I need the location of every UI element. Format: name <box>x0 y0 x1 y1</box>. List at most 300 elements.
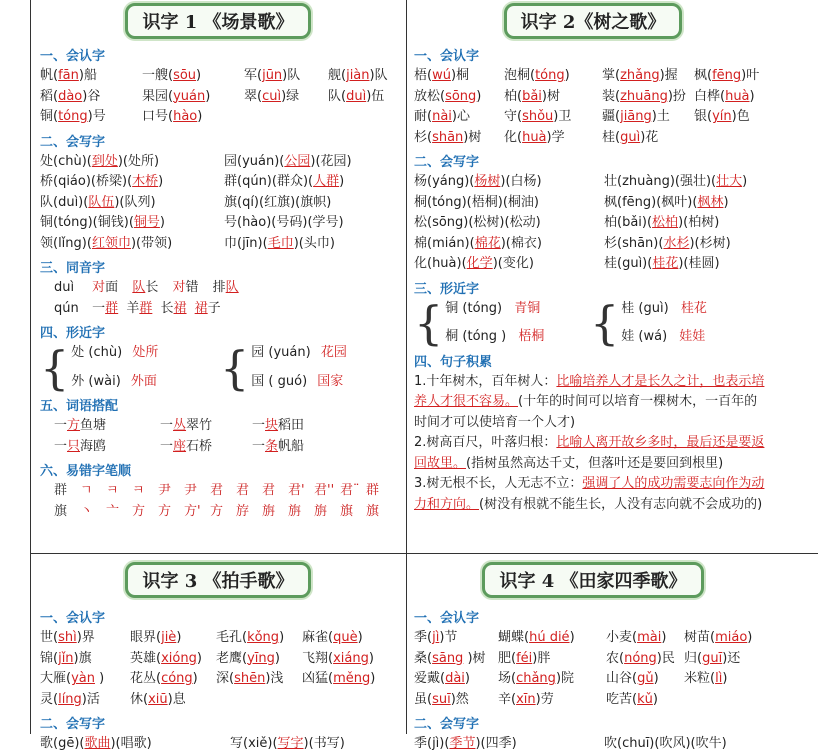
entry-text: 一 <box>160 438 174 454</box>
entry-cell <box>302 628 392 649</box>
entry-cell <box>54 437 160 458</box>
entry-text: 一艘( <box>142 68 174 83</box>
answer-text: hào <box>173 109 198 124</box>
entry-text: )(柏树) <box>678 215 720 230</box>
answer-text: huà <box>725 88 750 104</box>
stroke-step: 君 <box>210 483 224 498</box>
stroke-step: ㄱ <box>80 483 93 498</box>
entry-text: 鱼塘 <box>80 418 107 433</box>
sentence-note: (指树虽然高达千丈，但落叶还是要回到根里) <box>466 455 724 471</box>
entry-cell <box>684 628 770 649</box>
answer-text: 块 <box>265 418 279 433</box>
entry-text: ) <box>368 650 374 666</box>
entry-text: )节 <box>439 630 458 645</box>
write-chars-list <box>40 734 402 755</box>
entry-text: 口号( <box>142 109 174 124</box>
entry-text: 桥(qiáo)(桥梁)( <box>40 174 133 189</box>
divider-horizontal <box>30 553 818 554</box>
answer-text: guī <box>702 650 723 666</box>
entry-text: 眼界( <box>130 630 162 645</box>
entry-text: )号 <box>87 109 106 124</box>
answer-text: xiū <box>148 691 168 707</box>
entry-text: 辛( <box>498 691 517 707</box>
entry-text: ) <box>357 630 363 645</box>
entry-text: 帆船 <box>278 438 305 454</box>
entry-text: 化(huà)( <box>414 256 467 271</box>
entry-text: 号(hào)(号码)(学号) <box>224 215 344 230</box>
entry-text: )(桂圆) <box>678 256 720 271</box>
entry-cell <box>40 669 130 690</box>
section-heading: 三、形近字 <box>414 281 480 297</box>
entry-text: )(唱歌) <box>110 736 152 751</box>
entry-text: 旗(qí)(红旗)(旗帜) <box>224 194 332 210</box>
entry-text: )扮 <box>667 88 686 104</box>
entry-cell <box>498 669 606 690</box>
answer-text: jūn <box>262 68 283 83</box>
entry-text: ) <box>661 630 667 645</box>
entry-text: 棉(mián)( <box>414 235 475 251</box>
answer-text: shǒu <box>522 109 554 124</box>
stroke-step: 丶 <box>80 503 94 519</box>
answer-text: shì <box>58 630 77 645</box>
answer-text: xīn <box>516 691 536 707</box>
entry-text: 树苗( <box>684 630 716 645</box>
entry-text: 大雁( <box>40 671 72 686</box>
entry-text: 归( <box>684 650 703 666</box>
stroke-step: 君 <box>236 483 250 498</box>
stroke-step: 君'' <box>314 483 335 498</box>
entry-text: )队 <box>369 68 388 83</box>
entry-text: 英雄( <box>130 650 162 666</box>
entry-cell <box>414 128 504 149</box>
entry-text: 园(yuán)( <box>224 153 285 169</box>
entry-cell <box>224 193 404 214</box>
answer-text: 壮大 <box>716 174 743 189</box>
sentence-item <box>414 433 770 474</box>
entry-cell <box>244 87 328 108</box>
entry-text: )(白杨) <box>500 174 542 189</box>
entry-cell <box>224 172 404 193</box>
answer-text: 方 <box>67 418 81 433</box>
answer-text: 红领巾 <box>91 235 131 251</box>
entry-text: 桂( <box>602 129 621 145</box>
answer-text: měng <box>333 671 371 686</box>
entry-cell <box>414 734 604 755</box>
entry-cell <box>302 669 392 690</box>
answer-text: yín <box>712 109 732 124</box>
answer-text: tóng <box>58 109 88 124</box>
entry-row <box>414 628 776 649</box>
entry-text: )树 <box>541 88 560 104</box>
answer-text: zhǎng <box>620 68 660 83</box>
sentence-item <box>414 474 770 515</box>
recognize-chars-list <box>40 628 402 710</box>
write-chars-list <box>40 152 402 255</box>
sentence-meaning: 比喻培养人才是长久之计，也表示培养人才很不容易。 <box>414 373 765 409</box>
entry-cell <box>224 152 404 173</box>
answer-text: yuán <box>173 88 206 104</box>
answer-text: 到处 <box>91 153 118 169</box>
lesson-title: 识字 1 《场景歌》 <box>125 3 310 39</box>
lesson-title: 识字 4 《田家四季歌》 <box>482 562 703 598</box>
section-heading: 四、形近字 <box>40 326 106 341</box>
entry-text: 爱戴( <box>414 671 446 686</box>
entry-row <box>40 690 402 711</box>
panel-lesson-1 <box>34 0 402 552</box>
entry-row <box>40 66 402 87</box>
entry-text: 翠竹 <box>186 418 213 433</box>
entry-cell <box>328 87 408 108</box>
entry-cell <box>498 649 606 670</box>
stroke-step: 旗 <box>366 503 380 519</box>
answer-text: shēn <box>234 671 266 686</box>
entry-text: ) <box>564 68 570 83</box>
sentence-note: (树没有根就不能生长，人没有志向就不会成功的) <box>479 496 763 512</box>
stroke-step: 君' <box>288 483 305 498</box>
sentence-item <box>414 372 770 434</box>
stroke-step: 尹 <box>184 483 198 498</box>
entry-text: 放松( <box>414 88 446 104</box>
answer-text: féi <box>516 650 533 666</box>
entry-cell <box>414 193 604 214</box>
answer-text: 只 <box>67 438 81 454</box>
entry-text: )(四季) <box>475 736 517 751</box>
answer-text: jǐn <box>58 650 74 666</box>
lesson-title: 识字 3 《拍手歌》 <box>125 562 310 598</box>
section-heading: 一、会认字 <box>40 49 106 64</box>
answer-text: kǔ <box>637 691 653 707</box>
entry-row <box>414 213 776 234</box>
entry-row <box>40 234 402 255</box>
entry-text: 耐( <box>414 109 433 124</box>
entry-cell <box>328 66 408 87</box>
entry-text: )活 <box>81 691 100 707</box>
entry-text: 深( <box>216 671 235 686</box>
entry-text: )队 <box>282 68 301 83</box>
entry-text: 凶猛( <box>302 671 334 686</box>
entry-cell <box>40 213 224 234</box>
entry-cell <box>40 87 142 108</box>
entry-text: 壮(zhuàng)(强壮)( <box>604 174 717 189</box>
answer-text: 木桥 <box>132 174 159 189</box>
answer-text: xiáng <box>333 650 369 666</box>
entry-text: 锦( <box>40 650 59 666</box>
answer-text: què <box>333 630 358 645</box>
entry-text: 领(lǐng)( <box>40 235 92 251</box>
entry-text: ) <box>569 630 575 645</box>
entry-text: ) <box>742 174 748 189</box>
homophone-row: qún 一群 羊群 长裙 裙子 <box>54 300 221 316</box>
stroke-step: 君¨ <box>340 483 360 498</box>
entry-text: 一 <box>54 438 68 454</box>
entry-cell <box>40 234 224 255</box>
entry-cell <box>142 87 244 108</box>
entry-text: 吹(chuī)(吹风)(吹牛) <box>604 736 727 751</box>
entry-cell <box>130 628 216 649</box>
entry-cell <box>130 669 216 690</box>
stroke-step: 旃 <box>262 503 276 519</box>
answer-text: nóng <box>624 650 657 666</box>
entry-text: 海鸥 <box>80 438 107 454</box>
entry-text: )伍 <box>366 88 385 104</box>
entry-cell <box>694 66 778 87</box>
entry-cell <box>684 669 770 690</box>
section-heading: 三、同音字 <box>40 261 106 276</box>
entry-cell <box>302 649 392 670</box>
entry-text: 石桥 <box>186 438 213 454</box>
entry-cell <box>414 66 504 87</box>
section-heading: 二、会写字 <box>414 155 480 170</box>
entry-row <box>40 628 402 649</box>
entry-row <box>414 734 776 755</box>
entry-cell <box>252 416 342 437</box>
entry-text: 群(qún)(群众)( <box>224 174 314 189</box>
entry-text: 柏( <box>504 88 523 104</box>
entry-text: )(头巾) <box>293 235 335 251</box>
entry-text: )土 <box>651 109 670 124</box>
answer-text: miáo <box>715 630 748 645</box>
stroke-step: 方 <box>158 503 172 519</box>
answer-text: 毛巾 <box>267 235 294 251</box>
entry-text: ) <box>749 88 755 104</box>
entry-cell <box>40 107 142 128</box>
entry-cell <box>130 649 216 670</box>
entry-row <box>414 254 776 275</box>
entry-text: )心 <box>451 109 470 124</box>
entry-text: )桐 <box>450 68 470 83</box>
stroke-step: 方' <box>184 503 201 519</box>
entry-row <box>414 107 776 128</box>
answer-text: 化学 <box>466 256 493 271</box>
entry-text: 桑( <box>414 650 433 666</box>
entry-cell <box>216 628 302 649</box>
answer-text: gǔ <box>637 671 654 686</box>
entry-cell <box>504 128 602 149</box>
answer-text: suī <box>432 691 451 707</box>
entry-text: )握 <box>659 68 678 83</box>
entry-row <box>414 193 776 214</box>
entry-cell <box>602 66 694 87</box>
entry-text: 铜(tóng)(铜钱)( <box>40 215 134 230</box>
entry-cell <box>504 87 602 108</box>
section-heading: 二、会写字 <box>414 717 480 732</box>
entry-text: 杨(yáng)( <box>414 174 475 189</box>
entry-cell <box>604 254 776 275</box>
answer-text: jiàn <box>346 68 370 83</box>
entry-cell <box>160 416 252 437</box>
entry-cell <box>224 213 404 234</box>
entry-cell <box>606 690 684 711</box>
entry-row <box>40 87 402 108</box>
entry-text: )卫 <box>553 109 572 124</box>
entry-cell <box>142 107 244 128</box>
entry-text: 灵( <box>40 691 59 707</box>
entry-cell <box>40 152 224 173</box>
entry-cell <box>40 66 142 87</box>
entry-text: 蝴蝶( <box>498 630 530 645</box>
entry-row <box>40 734 402 755</box>
answer-text: bǎi <box>522 88 542 104</box>
panel-lesson-3 <box>34 556 402 751</box>
entry-text: 吃苦( <box>606 691 638 707</box>
answer-text: guì <box>620 129 641 145</box>
entry-text: 稻( <box>40 88 59 104</box>
entry-row <box>414 669 776 690</box>
entry-cell <box>504 107 602 128</box>
answer-text: 枫林 <box>697 194 724 210</box>
write-chars-list <box>414 172 776 275</box>
entry-text: 白桦( <box>694 88 726 104</box>
entry-text: 小麦( <box>606 630 638 645</box>
entry-text: )息 <box>167 691 186 707</box>
entry-text: ) <box>205 88 211 104</box>
answer-text: 丛 <box>173 418 187 433</box>
section-heading: 六、易错字笔顺 <box>40 464 132 479</box>
entry-cell <box>414 172 604 193</box>
answer-text: hú dié <box>529 630 570 645</box>
entry-text: ) <box>464 671 470 686</box>
answer-text: dài <box>445 671 465 686</box>
stroke-step: 旗 <box>340 503 354 519</box>
entry-text: 一 <box>252 418 266 433</box>
entry-text: )树 <box>463 650 486 666</box>
entry-row <box>414 690 776 711</box>
similar-chars: { 铜 (tóng) 青铜 桐 (tóng ) 梧桐 { 桂 (guì) 桂花 娃 (wá) 娃娃 <box>414 296 707 350</box>
entry-text: ) <box>747 630 753 645</box>
stroke-order-row: 群 ㄱ ㅋ ㅋ 尹 尹 君 君 君 君' 君'' 君¨ 群 <box>40 481 402 502</box>
entry-text: )旗 <box>73 650 92 666</box>
stroke-order-row: 旗 丶 亠 方 方 方' 方 斿 旃 旃 旃 旗 旗 <box>40 502 402 523</box>
entry-cell <box>604 172 776 193</box>
entry-text: ) <box>279 630 285 645</box>
recognize-chars-list <box>40 66 402 128</box>
answer-text: 杨树 <box>474 174 501 189</box>
entry-cell <box>414 649 498 670</box>
answer-text: jiè <box>161 630 177 645</box>
entry-cell <box>40 172 224 193</box>
answer-text: tóng <box>535 68 565 83</box>
entry-row <box>414 87 776 108</box>
entry-text: 银( <box>694 109 713 124</box>
entry-cell <box>602 107 694 128</box>
entry-cell <box>414 669 498 690</box>
entry-cell <box>694 87 778 108</box>
entry-cell <box>414 87 504 108</box>
entry-text: )民 <box>656 650 675 666</box>
entry-row <box>40 172 402 193</box>
entry-cell <box>414 690 498 711</box>
entry-text: ) <box>159 215 165 230</box>
entry-text: 枫(fēng)(枫叶)( <box>604 194 698 210</box>
entry-text: 米粒( <box>684 671 716 686</box>
entry-text: 花丛( <box>130 671 162 686</box>
entry-text: 化( <box>504 129 523 145</box>
entry-text: )劳 <box>535 691 554 707</box>
entry-text: 杉( <box>414 129 433 145</box>
entry-cell <box>40 690 130 711</box>
entry-text: )(花园) <box>310 153 352 169</box>
entry-text: ) <box>723 194 729 210</box>
entry-text: )树 <box>463 129 482 145</box>
entry-cell <box>606 669 684 690</box>
entry-cell <box>604 213 776 234</box>
section-heading: 二、会写字 <box>40 717 106 732</box>
entry-text: ) <box>722 671 728 686</box>
entry-text: 杉(shān)( <box>604 235 664 251</box>
similar-chars: { 处 (chù) 处所 外 (wài) 外面 { 园 (yuán) 花园 国 ( guó) 国家 <box>40 340 347 395</box>
section-heading: 一、会认字 <box>414 49 480 64</box>
entry-cell <box>684 649 770 670</box>
entry-text: ) <box>274 650 280 666</box>
entry-text: 虽( <box>414 691 433 707</box>
stroke-step: 方 <box>132 503 146 519</box>
answer-text: chǎng <box>516 671 556 686</box>
entry-text: )(杉树) <box>689 235 731 251</box>
entry-cell <box>224 234 404 255</box>
entry-text: 柏(bǎi)( <box>604 215 653 230</box>
stroke-step: ㅋ <box>132 483 145 498</box>
entry-cell <box>504 66 602 87</box>
entry-cell <box>602 128 694 149</box>
entry-text: ) <box>196 650 202 666</box>
entry-text: ) <box>94 671 105 686</box>
section-heading: 二、会写字 <box>40 134 106 150</box>
border-left <box>30 0 31 734</box>
answer-text: 条 <box>265 438 279 454</box>
stroke-step: 斿 <box>236 503 250 519</box>
answer-text: 松柏 <box>652 215 679 230</box>
entry-cell <box>252 437 342 458</box>
entry-text: 世( <box>40 630 59 645</box>
answer-text: sōu <box>173 68 197 83</box>
panel-lesson-4 <box>410 556 776 751</box>
entry-text: ) <box>197 109 203 124</box>
stroke-step: 亠 <box>106 503 120 519</box>
entry-text: 桐(tóng)(梧桐)(桐油) <box>414 194 539 210</box>
answer-text: 铜号 <box>133 215 160 230</box>
section-heading: 一、会认字 <box>414 611 480 626</box>
entry-text: ) <box>176 630 182 645</box>
entry-text: 山谷( <box>606 671 638 686</box>
entry-text: )然 <box>450 691 469 707</box>
entry-text: )色 <box>731 109 750 124</box>
entry-cell <box>602 87 694 108</box>
answer-text: cóng <box>161 671 193 686</box>
entry-text: ) <box>370 671 376 686</box>
entry-cell <box>414 213 604 234</box>
answer-text: mài <box>637 630 662 645</box>
entry-cell <box>40 734 230 755</box>
answer-text: jiāng <box>620 109 652 124</box>
entry-cell <box>142 66 244 87</box>
entry-row <box>414 234 776 255</box>
sentence-phrase: 1.十年树木，百年树人： <box>414 373 557 389</box>
entry-text: 稻田 <box>278 418 305 433</box>
answer-text: huà <box>522 129 547 145</box>
section-heading: 一、会认字 <box>40 611 106 626</box>
entry-cell <box>606 628 684 649</box>
entry-text: 松(sōng)(松树)(松动) <box>414 215 541 230</box>
entry-cell <box>604 234 776 255</box>
entry-text: )船 <box>78 68 97 83</box>
entry-text: 果园( <box>142 88 174 104</box>
entry-row <box>414 649 776 670</box>
answer-text: 季节 <box>449 736 476 751</box>
answer-text: yīng <box>247 650 275 666</box>
brace-icon: { <box>40 340 70 395</box>
stroke-step: 尹 <box>158 483 172 498</box>
entry-text: )院 <box>555 671 575 686</box>
